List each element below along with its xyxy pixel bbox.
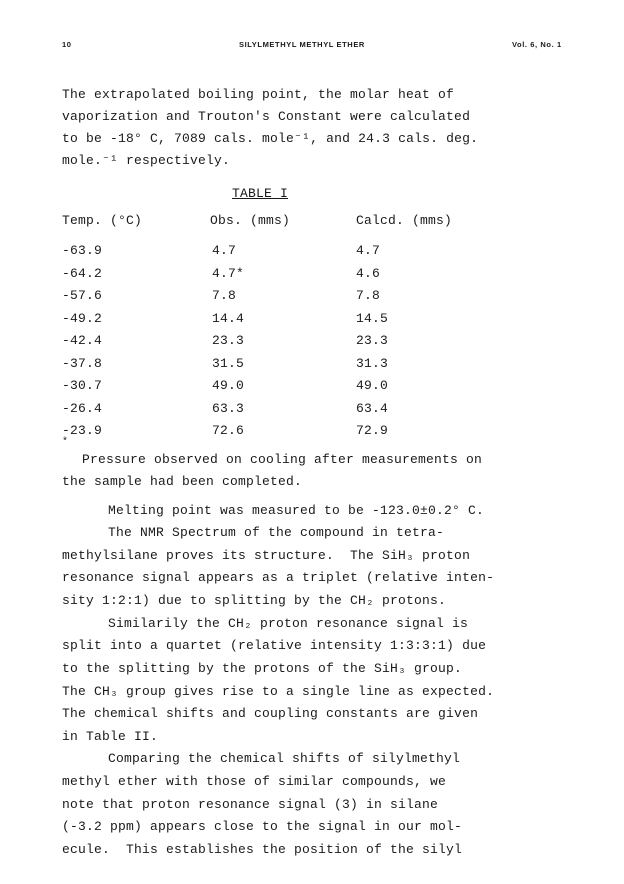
text-line: Similarily the CH₂ proton resonance signal is — [108, 616, 469, 631]
obs-cell: 4.7 — [212, 243, 237, 258]
text-line: resonance signal appears as a triplet (relative inten- — [62, 570, 495, 585]
temp-cell: -57.6 — [62, 288, 103, 303]
obs-cell: 31.5 — [212, 355, 245, 371]
calcd-cell: 4.6 — [356, 265, 381, 281]
calcd-cell: 31.3 — [356, 355, 389, 371]
obs-cell: 72.6 — [212, 423, 245, 438]
footnote-marker: * — [62, 437, 69, 448]
text-line: split into a quartet (relative intensity 1:3:3:1) due — [62, 638, 487, 653]
text-line: to be -18° C, 7089 cals. mole⁻¹, and 24.3 cals. deg. — [62, 131, 479, 146]
calcd-cell: 49.0 — [356, 378, 389, 393]
column-header-obs: Obs. (mms) — [210, 213, 291, 228]
temp-cell: -64.2 — [62, 265, 103, 281]
calcd-cell: 14.5 — [356, 310, 389, 326]
text-line: The chemical shifts and coupling constants are given — [62, 706, 479, 721]
temp-cell: -42.4 — [62, 333, 103, 348]
obs-cell: 7.8 — [212, 288, 237, 303]
text-line: note that proton resonance signal (3) in silane — [62, 797, 439, 812]
obs-cell: 14.4 — [212, 310, 245, 326]
volume-label: Vol. 6, No. 1 — [512, 40, 562, 49]
calcd-cell: 63.4 — [356, 400, 389, 416]
calcd-cell: 23.3 — [356, 333, 389, 348]
text-line: ecule. This establishes the position of the silyl — [62, 842, 463, 857]
obs-cell: 49.0 — [212, 378, 245, 393]
text-line: to the splitting by the protons of the SiH₃ group. — [62, 661, 463, 676]
obs-cell: 4.7* — [212, 265, 245, 281]
temp-cell: -23.9 — [62, 423, 103, 438]
text-line: Comparing the chemical shifts of silylmethyl — [108, 751, 461, 766]
temp-cell: -30.7 — [62, 378, 103, 393]
text-line: vaporization and Trouton's Constant were calculated — [62, 109, 471, 124]
calcd-cell: 72.9 — [356, 423, 389, 438]
text-line: The CH₃ group gives rise to a single line as expected. — [62, 684, 495, 699]
text-line: mole.⁻¹ respectively. — [62, 153, 231, 168]
text-line: Melting point was measured to be -123.0±0.2° C. — [108, 503, 485, 518]
text-line: Pressure observed on cooling after measurements on — [82, 452, 483, 467]
running-title: SILYLMETHYL METHYL ETHER — [239, 40, 365, 49]
obs-cell: 63.3 — [212, 400, 245, 416]
text-line: The extrapolated boiling point, the molar heat of — [62, 87, 455, 102]
temp-cell: -26.4 — [62, 400, 103, 416]
table-title: TABLE I — [232, 186, 289, 201]
temp-cell: -49.2 — [62, 310, 103, 326]
obs-cell: 23.3 — [212, 333, 245, 348]
column-header-calcd: Calcd. (mms) — [356, 213, 453, 228]
text-line: (-3.2 ppm) appears close to the signal in our mol- — [62, 819, 463, 834]
temp-cell: -37.8 — [62, 355, 103, 371]
text-line: methylsilane proves its structure. The SiH₃ proton — [62, 548, 471, 563]
text-line: methyl ether with those of similar compounds, we — [62, 774, 447, 789]
text-line: in Table II. — [62, 729, 159, 744]
text-line: the sample had been completed. — [62, 474, 303, 489]
calcd-cell: 4.7 — [356, 243, 381, 258]
temp-cell: -63.9 — [62, 243, 103, 258]
column-header-temp: Temp. (°C) — [62, 213, 143, 228]
text-line: The NMR Spectrum of the compound in tetra- — [108, 525, 445, 540]
calcd-cell: 7.8 — [356, 288, 381, 303]
page-number: 10 — [62, 40, 72, 49]
text-line: sity 1:2:1) due to splitting by the CH₂ protons. — [62, 593, 447, 608]
